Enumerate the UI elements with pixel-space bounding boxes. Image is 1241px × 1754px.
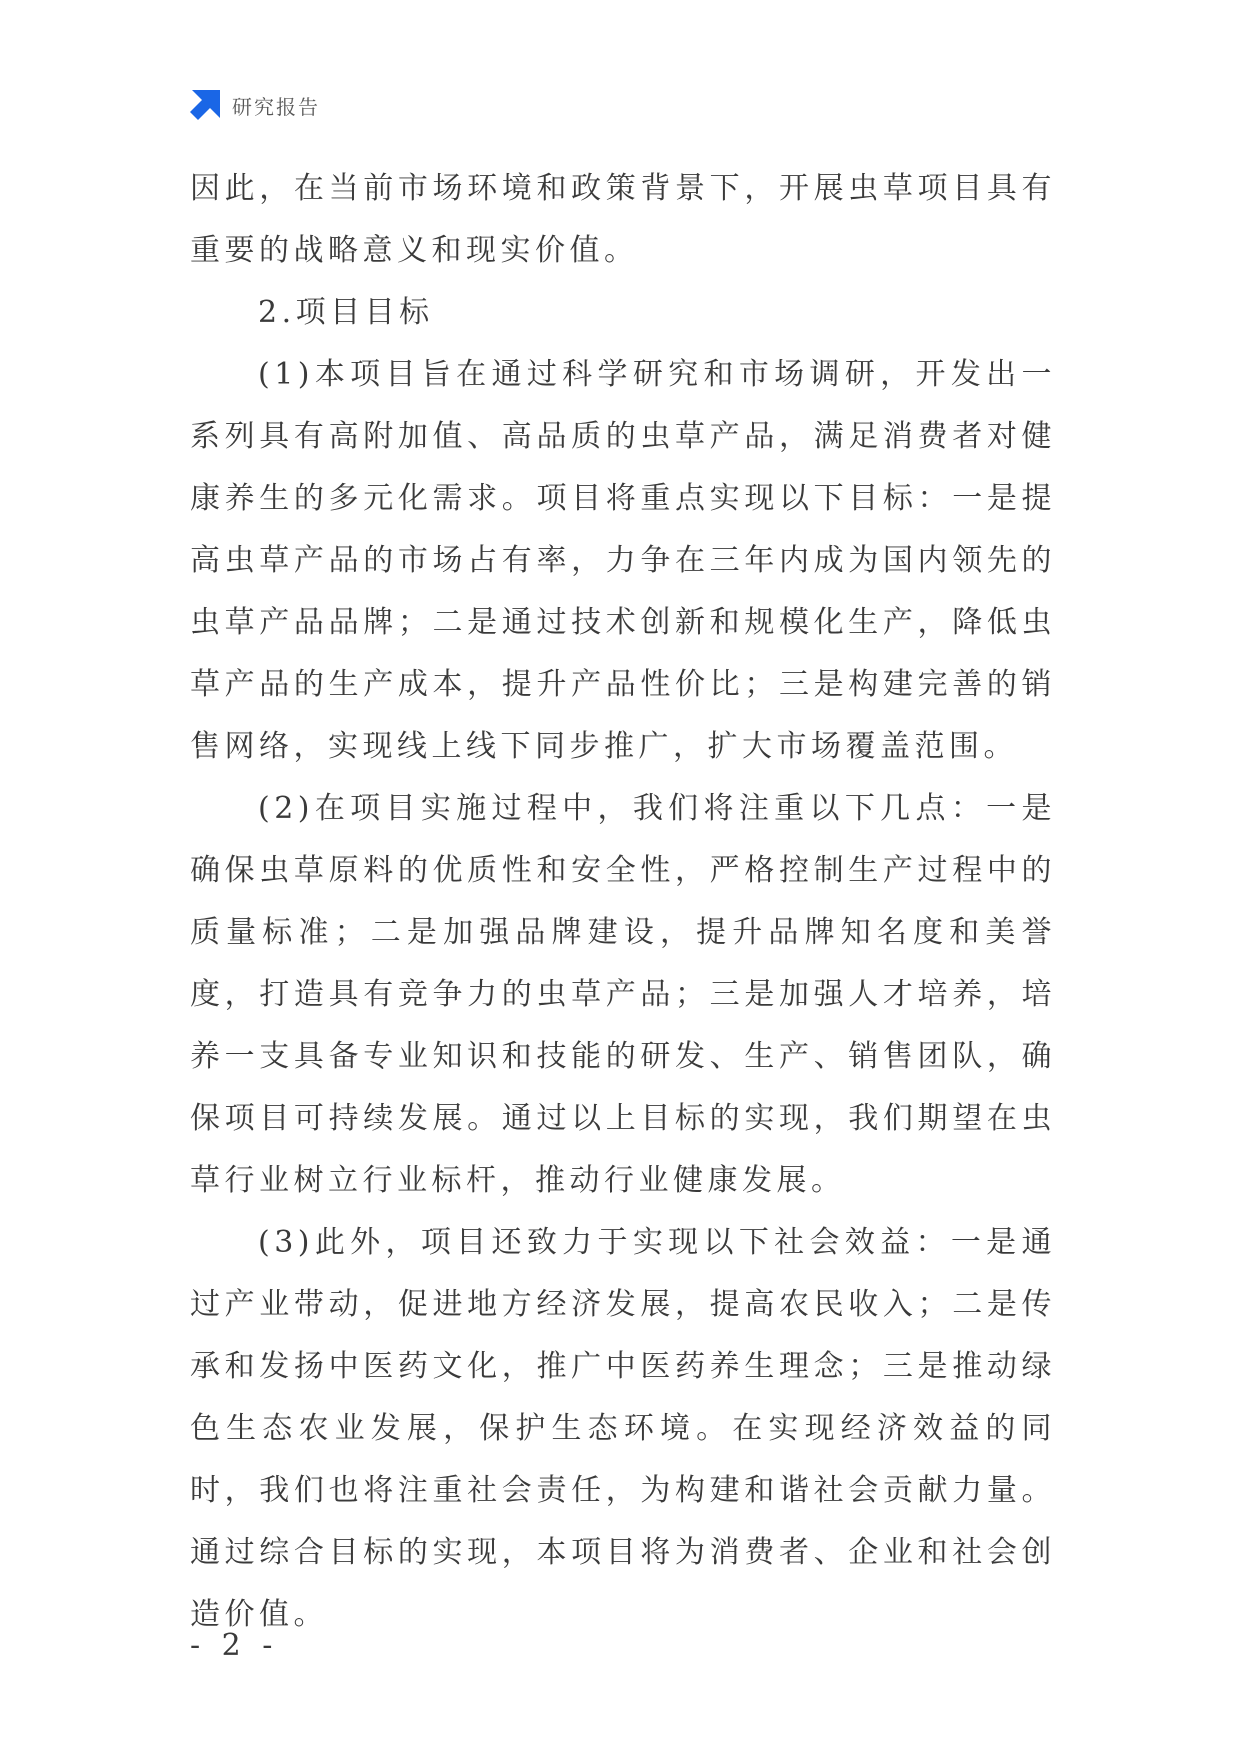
paragraph-2: (2)在项目实施过程中，我们将注重以下几点：一是确保虫草原料的优质性和安全性，严格控制生产过程中的质量标准；二是加强品牌建设，提升品牌知名度和美誉度，打造具有竞争力的虫草产品；三是加强人才培养，培养一支具备专业知识和技能的研发、生产、销售团队，确保项目可持续发展。通过以上目标的实现，我们期望在虫草行业树立行业标杆，推动行业健康发展。 xyxy=(190,791,1056,1198)
header-title: 研究报告 xyxy=(232,94,320,119)
document-body xyxy=(190,158,1056,1646)
report-header xyxy=(190,88,320,122)
page-number: - 2 - xyxy=(190,1628,279,1663)
paragraph-3: (3)此外，项目还致力于实现以下社会效益：一是通过产业带动，促进地方经济发展，提高农民收入；二是传承和发扬中医药文化，推广中医药养生理念；三是推动绿色生态农业发展，保护生态环境。在实现经济效益的同时，我们也将注重社会责任，为构建和谐社会贡献力量。通过综合目标的实现，本项目将为消费者、企业和社会创造价值。 xyxy=(190,1225,1056,1632)
paragraph-1: (1)本项目旨在通过科学研究和市场调研，开发出一系列具有高附加值、高品质的虫草产品，满足消费者对健康养生的多元化需求。项目将重点实现以下目标：一是提高虫草产品的市场占有率，力争在三年内成为国内领先的虫草产品品牌；二是通过技术创新和规模化生产，降低虫草产品的生产成本，提升产品性价比；三是构建完善的销售网络，实现线上线下同步推广，扩大市场覆盖范围。 xyxy=(190,357,1056,764)
arrow-up-right-icon xyxy=(190,90,220,120)
section-heading: 2.项目目标 xyxy=(258,295,434,330)
intro-paragraph: 因此，在当前市场环境和政策背景下，开展虫草项目具有重要的战略意义和现实价值。 xyxy=(190,171,1056,268)
